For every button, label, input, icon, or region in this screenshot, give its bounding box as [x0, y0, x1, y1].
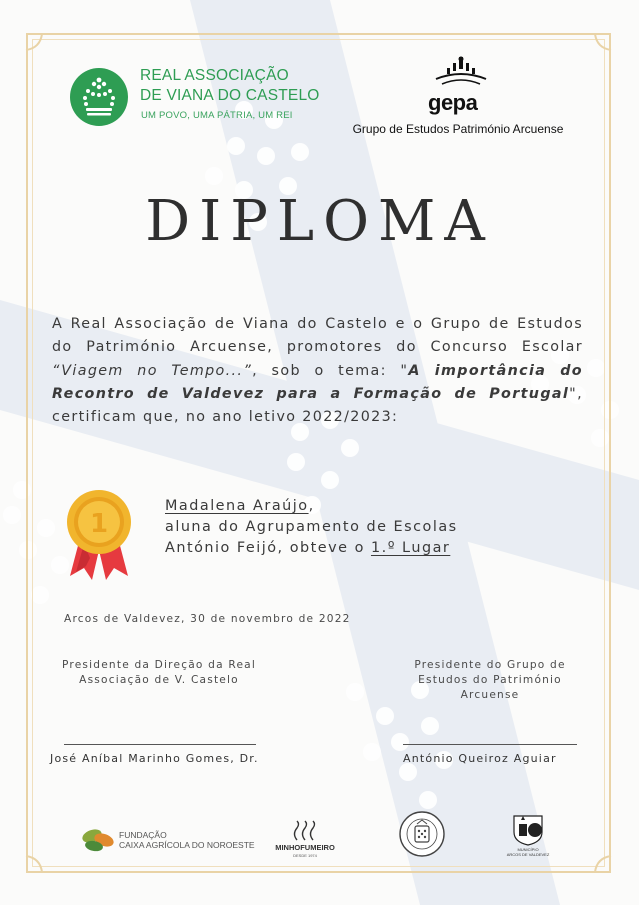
- signature-left-role: Presidente da Direção da Real Associação de V. Castelo: [61, 659, 256, 686]
- signature-right-name: António Queiroz Aguiar: [403, 752, 557, 765]
- signature-right-role: Presidente do Grupo de Estudos do Património Arcuense: [414, 659, 566, 701]
- contest-name: “Viagem no Tempo...”: [52, 362, 253, 379]
- intro-text-3: ", certificam que, no ano letivo 2022/2023:: [52, 385, 583, 426]
- intro-text-1: A Real Associação de Viana do Castelo e o Grupo de Estudos do Património Arcuense, promotores do Concurso Escolar: [52, 316, 583, 356]
- gold-medal-icon: [62, 488, 136, 582]
- fundacao-dom-manuel-seal-icon: [398, 810, 446, 858]
- gepa-castle-logo-icon: [434, 55, 488, 89]
- fundacao-logo-text: [119, 830, 255, 850]
- minhofumeiro-since: DESDE 1974: [293, 853, 317, 858]
- minhofumeiro-logo-icon: [290, 820, 320, 842]
- recipient-name: Madalena Araújo: [165, 498, 309, 514]
- minhofumeiro-name: MINHOFUMEIRO: [275, 843, 335, 852]
- signature-right-line: [403, 744, 577, 745]
- recipient-result-prefix: António Feijó, obteve o: [165, 540, 371, 556]
- recipient-block: [165, 496, 458, 559]
- municipio-arcos-coat-icon: [508, 812, 548, 846]
- medal-number: 1: [89, 509, 109, 539]
- gepa-logo-word: gepa: [428, 90, 478, 115]
- rav-crown-logo-icon: [69, 67, 129, 127]
- signature-left-name: José Aníbal Marinho Gomes, Dr.: [50, 752, 259, 765]
- recipient-comma: ,: [308, 498, 315, 514]
- municipio-label: MUNICÍPIO: [517, 847, 539, 852]
- recipient-school-line: aluna do Agrupamento de Escolas: [165, 519, 458, 535]
- rav-logo-motto: UM POVO, UMA PÁTRIA, UM REI: [141, 110, 293, 121]
- municipio-arcos-label: ARCOS DE VALDEVEZ: [506, 852, 550, 857]
- diploma-title: DIPLOMA: [145, 189, 494, 254]
- rav-logo-name: [140, 66, 320, 106]
- fundacao-leaves-logo-icon: [80, 826, 116, 854]
- rav-logo-line2: DE VIANA DO CASTELO: [140, 87, 320, 104]
- fundacao-line2: CAIXA AGRÍCOLA DO NOROESTE: [119, 840, 255, 850]
- fundacao-line1: FUNDAÇÃO: [119, 830, 167, 840]
- award-place: 1.º Lugar: [370, 540, 451, 556]
- contest-theme: A importância do Recontro de Valdevez para a Formação de Portugal: [52, 362, 583, 402]
- place-and-date: Arcos de Valdevez, 30 de novembro de 2022: [64, 613, 351, 625]
- rav-logo-line1: REAL ASSOCIAÇÃO: [140, 67, 289, 84]
- gepa-full-name: Grupo de Estudos Património Arcuense: [352, 122, 564, 136]
- intro-paragraph: [52, 313, 583, 429]
- signature-left-line: [64, 744, 256, 745]
- intro-text-2: , sob o tema: ": [252, 362, 409, 379]
